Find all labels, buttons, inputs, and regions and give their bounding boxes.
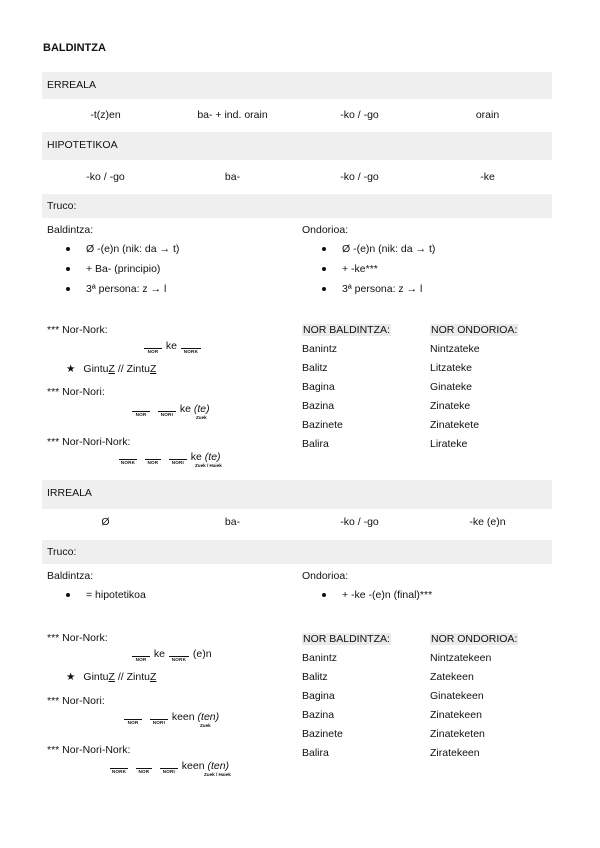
formula-suffix: (e)n <box>192 648 212 660</box>
star-text: Z <box>108 363 115 375</box>
table-header-text: NOR ONDORIOA: <box>431 633 518 645</box>
blank-slot <box>181 338 201 354</box>
table-header <box>430 324 518 336</box>
table-header <box>302 324 391 336</box>
formula-subscript: Zuek / Haiek <box>195 463 222 468</box>
table-cell: Bazina <box>302 400 335 412</box>
slot-label: NOR <box>147 349 159 354</box>
blank-slot <box>145 449 161 465</box>
truco-heading: Truco: <box>47 200 77 212</box>
slot-label: NOR <box>127 720 139 725</box>
erreala-heading-band <box>42 72 552 99</box>
table-cell: Balira <box>302 747 329 759</box>
list-item-text: + -ke -(e)n (final)*** <box>342 589 433 601</box>
table-cell: Zinateke <box>430 400 471 412</box>
irreala-truco-band <box>42 540 552 564</box>
formula-plural: (ten) <box>197 711 220 723</box>
hipotetikoa-cell: ba- <box>224 171 241 183</box>
bullet-icon <box>322 593 326 597</box>
star-text: Gintu <box>83 671 109 683</box>
bullet-icon <box>322 267 326 271</box>
nor-nori-label: *** Nor-Nori: <box>47 386 105 398</box>
table-header-text: NOR BALDINTZA: <box>303 633 390 645</box>
list-item-text: 3ª persona: z → l <box>86 283 167 295</box>
table-cell: Nintzateke <box>430 343 480 355</box>
irreala-heading: IRREALA <box>47 487 92 499</box>
ondorioa-label: Ondorioa: <box>302 570 349 582</box>
erreala-cell: orain <box>475 109 500 121</box>
star-text: Z <box>108 671 115 683</box>
erreala-cell: ba- + ind. orain <box>197 109 268 121</box>
list-item <box>66 589 146 601</box>
blank-slot <box>150 709 168 725</box>
bullet-icon <box>322 287 326 291</box>
bullet-icon <box>322 247 326 251</box>
slot-label: NORK <box>120 460 136 465</box>
list-item-text: = hipotetikoa <box>86 589 146 601</box>
table-header-text: NOR BALDINTZA: <box>303 324 390 336</box>
list-item <box>322 263 378 275</box>
blank-slot <box>158 401 176 417</box>
star-text: // Zintu <box>114 671 150 683</box>
bullet-icon <box>66 247 70 251</box>
erreala-heading: ERREALA <box>47 79 97 91</box>
star-icon: ★ <box>66 671 76 683</box>
bullet-icon <box>66 287 70 291</box>
nor-nori-label: *** Nor-Nori: <box>47 695 105 707</box>
hipotetikoa-heading-band <box>42 132 552 160</box>
table-cell: Zinatekete <box>430 419 480 431</box>
formula-plural: (te) <box>204 451 221 463</box>
star-note <box>66 363 156 375</box>
table-cell: Zinateketen <box>430 728 485 740</box>
table-cell: Zatekeen <box>430 671 474 683</box>
list-item <box>322 283 422 295</box>
list-item-text: Ø -(e)n (nik: da → t) <box>86 243 180 255</box>
blank-slot <box>169 449 187 465</box>
list-item-text: 3ª persona: z → l <box>342 283 423 295</box>
nor-nori-nork-label: *** Nor-Nori-Nork: <box>47 436 131 448</box>
star-text: Z <box>149 363 157 375</box>
nor-nork-formula <box>131 646 212 660</box>
table-cell: Balira <box>302 438 329 450</box>
star-icon: ★ <box>66 363 76 375</box>
erreala-cell: -t(z)en <box>90 109 121 121</box>
list-item <box>322 243 435 255</box>
table-cell: Balitz <box>302 362 328 374</box>
nor-nori-nork-formula <box>109 758 231 777</box>
formula-suffix: ke <box>179 403 191 415</box>
blank-slot <box>132 646 150 662</box>
irreala-cell: -ko / -go <box>340 516 379 528</box>
hipotetikoa-cell: -ko / -go <box>340 171 379 183</box>
formula-subscript: Zuek <box>196 415 207 420</box>
table-cell: Ziratekeen <box>430 747 480 759</box>
slot-label: NORK <box>171 657 187 662</box>
blank-slot <box>124 709 142 725</box>
slot-label: NOR <box>135 412 147 417</box>
formula-suffix: ke <box>165 340 178 352</box>
nor-nori-formula <box>123 709 220 728</box>
table-cell: Bagina <box>302 690 335 702</box>
irreala-cell: ba- <box>224 516 241 528</box>
formula-plural: (te) <box>193 403 210 415</box>
formula-suffix: ke <box>190 451 202 463</box>
star-text: Gintu <box>83 363 109 375</box>
hipotetikoa-cell: -ko / -go <box>86 171 125 183</box>
nor-nork-formula <box>143 338 202 352</box>
irreala-heading-band <box>42 480 552 509</box>
formula-subscript: Zuek / Haiek <box>204 772 231 777</box>
blank-slot <box>110 758 128 774</box>
table-cell: Lirateke <box>430 438 468 450</box>
slot-label: NORK <box>111 769 127 774</box>
list-item <box>66 243 179 255</box>
table-cell: Banintz <box>302 343 338 355</box>
slot-label: NOR <box>147 460 159 465</box>
hipotetikoa-cell: -ke <box>480 171 495 183</box>
list-item-text: + -ke*** <box>342 263 378 275</box>
table-cell: Litzateke <box>430 362 473 374</box>
table-cell: Bazinete <box>302 419 343 431</box>
blank-slot <box>136 758 152 774</box>
formula-suffix: keen <box>181 760 205 772</box>
irreala-cell: Ø <box>101 516 110 528</box>
table-cell: Zinatekeen <box>430 709 482 721</box>
formula-subscript: Zuek <box>200 723 211 728</box>
slot-label: NORI <box>162 769 175 774</box>
list-item <box>66 263 160 275</box>
blank-slot <box>119 449 137 465</box>
erreala-cell: -ko / -go <box>340 109 379 121</box>
page-title: BALDINTZA <box>43 42 106 54</box>
nor-nork-label: *** Nor-Nork: <box>47 632 108 644</box>
blank-slot <box>169 646 189 662</box>
star-text: // Zintu <box>114 363 150 375</box>
table-cell: Banintz <box>302 652 338 664</box>
formula-suffix: ke <box>153 648 166 660</box>
irreala-cell: -ke (e)n <box>469 516 506 528</box>
table-cell: Bazina <box>302 709 335 721</box>
slot-label: NORK <box>183 349 199 354</box>
nor-nori-nork-label: *** Nor-Nori-Nork: <box>47 744 131 756</box>
nor-nori-nork-formula <box>118 449 222 468</box>
table-cell: Ginateke <box>430 381 473 393</box>
table-cell: Ginatekeen <box>430 690 484 702</box>
slot-label: NOR <box>135 657 147 662</box>
baldintza-label: Baldintza: <box>47 224 94 236</box>
slot-label: NORI <box>160 412 174 417</box>
list-item-text: + Ba- (principio) <box>86 263 161 275</box>
table-cell: Balitz <box>302 671 328 683</box>
slot-label: NORI <box>171 460 184 465</box>
blank-slot <box>144 338 162 354</box>
slot-label: NORI <box>152 720 166 725</box>
list-item-text: Ø -(e)n (nik: da → t) <box>342 243 436 255</box>
nor-nork-label: *** Nor-Nork: <box>47 324 108 336</box>
hipotetikoa-heading: HIPOTETIKOA <box>47 139 118 151</box>
nor-nori-formula <box>131 401 210 420</box>
table-cell: Bagina <box>302 381 335 393</box>
star-text: Z <box>149 671 157 683</box>
bullet-icon <box>66 267 70 271</box>
slot-label: NOR <box>138 769 150 774</box>
table-cell: Nintzatekeen <box>430 652 492 664</box>
formula-suffix: keen <box>171 711 195 723</box>
table-header <box>430 633 518 645</box>
blank-slot <box>132 401 150 417</box>
table-header <box>302 633 391 645</box>
list-item <box>322 589 432 601</box>
formula-plural: (ten) <box>207 760 230 772</box>
star-note <box>66 671 156 683</box>
hipotetikoa-truco-band <box>42 194 552 218</box>
blank-slot <box>160 758 178 774</box>
baldintza-label: Baldintza: <box>47 570 94 582</box>
table-header-text: NOR ONDORIOA: <box>431 324 518 336</box>
bullet-icon <box>66 593 70 597</box>
table-cell: Bazinete <box>302 728 343 740</box>
truco-heading: Truco: <box>47 546 77 558</box>
ondorioa-label: Ondorioa: <box>302 224 349 236</box>
list-item <box>66 283 166 295</box>
